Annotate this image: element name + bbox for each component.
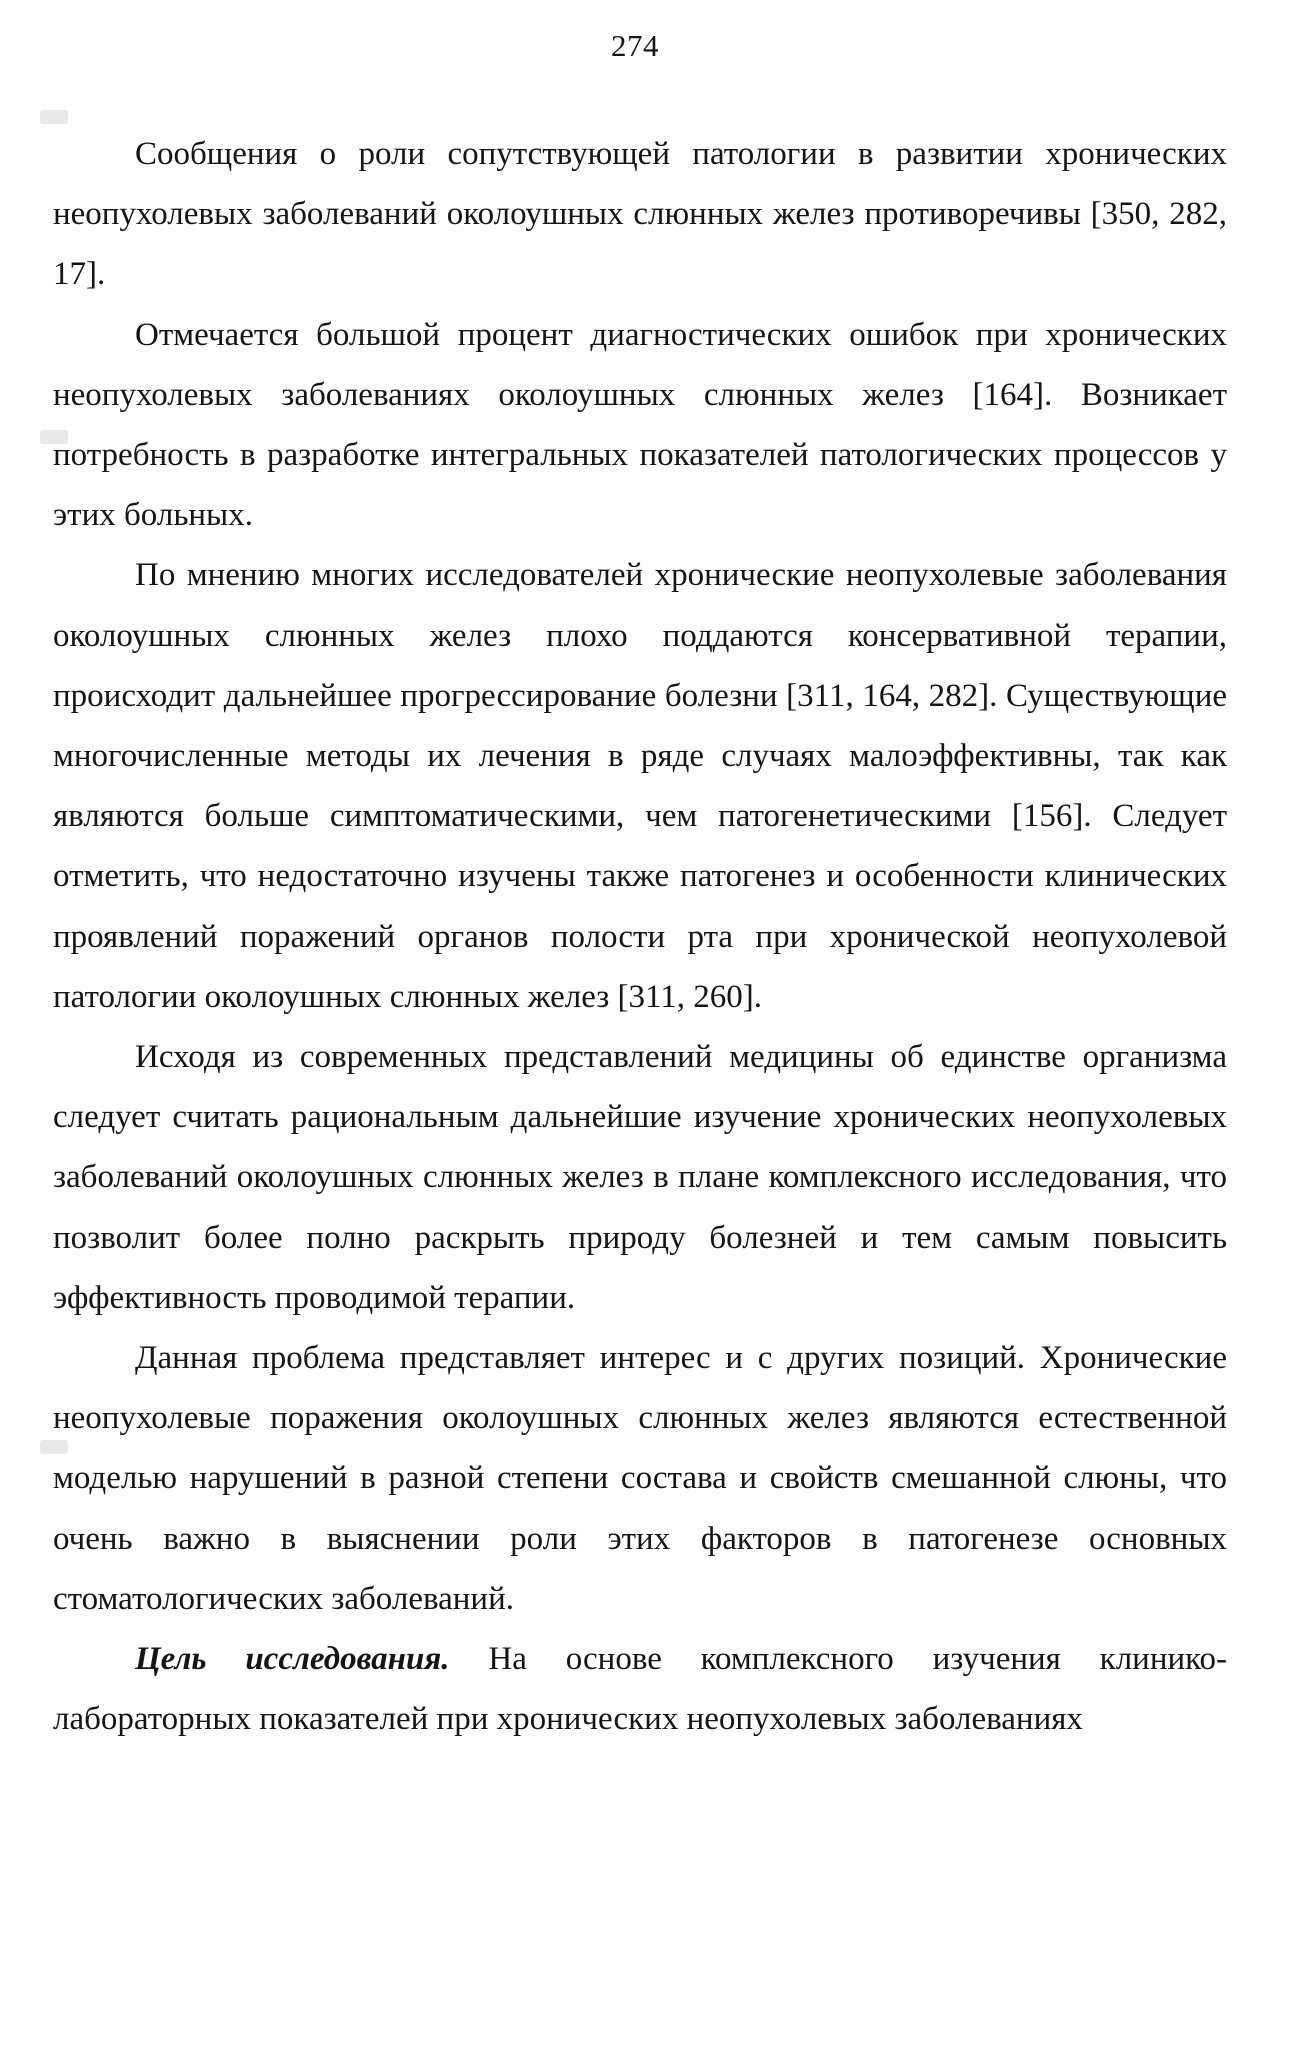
goal-paragraph [53,1629,1227,1749]
paragraph-2: Отмечается большой процент диагностических ошибок при хронических неопухолевых заболеваниях околоушных слюнных желез [164]. Возникает потребность в разработке интегральных показателей патологических процессов у этих больных. [53,316,1227,534]
paragraph-4: Исходя из современных представлений медицины об единстве организма следует считать рациональным дальнейшие изучение хронических неопухолевых заболеваний околоушных слюнных желез в плане комплексного исследования, что позволит более полно раскрыть природу болезней и тем самым повысить эффективность проводимой терапии. [53,1039,1227,1316]
paragraph-3: По мнению многих исследователей хронические неопухолевые заболевания околоушных слюнных желез плохо поддаются консервативной терапии, происходит дальнейшее прогрессирование болезни [311, 164, 282]. Существующие многочисленные методы их лечения в ряде случаях малоэффективны, так как являются больше симптоматическими, чем патогенетическими [156]. Следует отметить, что недостаточно изучены также патогенез и особенности клинических проявлений поражений органов полости рта при хронической неопухолевой патологии околоушных слюнных желез [311, 260]. [53,557,1227,1015]
scan-artifact [40,110,68,124]
goal-text: На основе комплексного изучения клинико-лабораторных показателей при хронических неопухолевых заболеваниях [53,1641,1228,1738]
goal-label: Цель исследования. [135,1641,450,1678]
paragraph-1: Сообщения о роли сопутствующей патологии в развитии хронических неопухолевых заболеваний околоушных слюнных желез противоречивы [350, 282, 17]. [53,136,1227,293]
page-number: 274 [611,28,659,63]
body-text [53,124,1227,1749]
paragraph-5: Данная проблема представляет интерес и с других позиций. Хронические неопухолевые поражения околоушных слюнных желез являются естественной моделью нарушений в разной степени состава и свойств смешанной слюны, что очень важно в выяснении роли этих факторов в патогенезе основных стоматологических заболеваний. [53,1340,1227,1617]
